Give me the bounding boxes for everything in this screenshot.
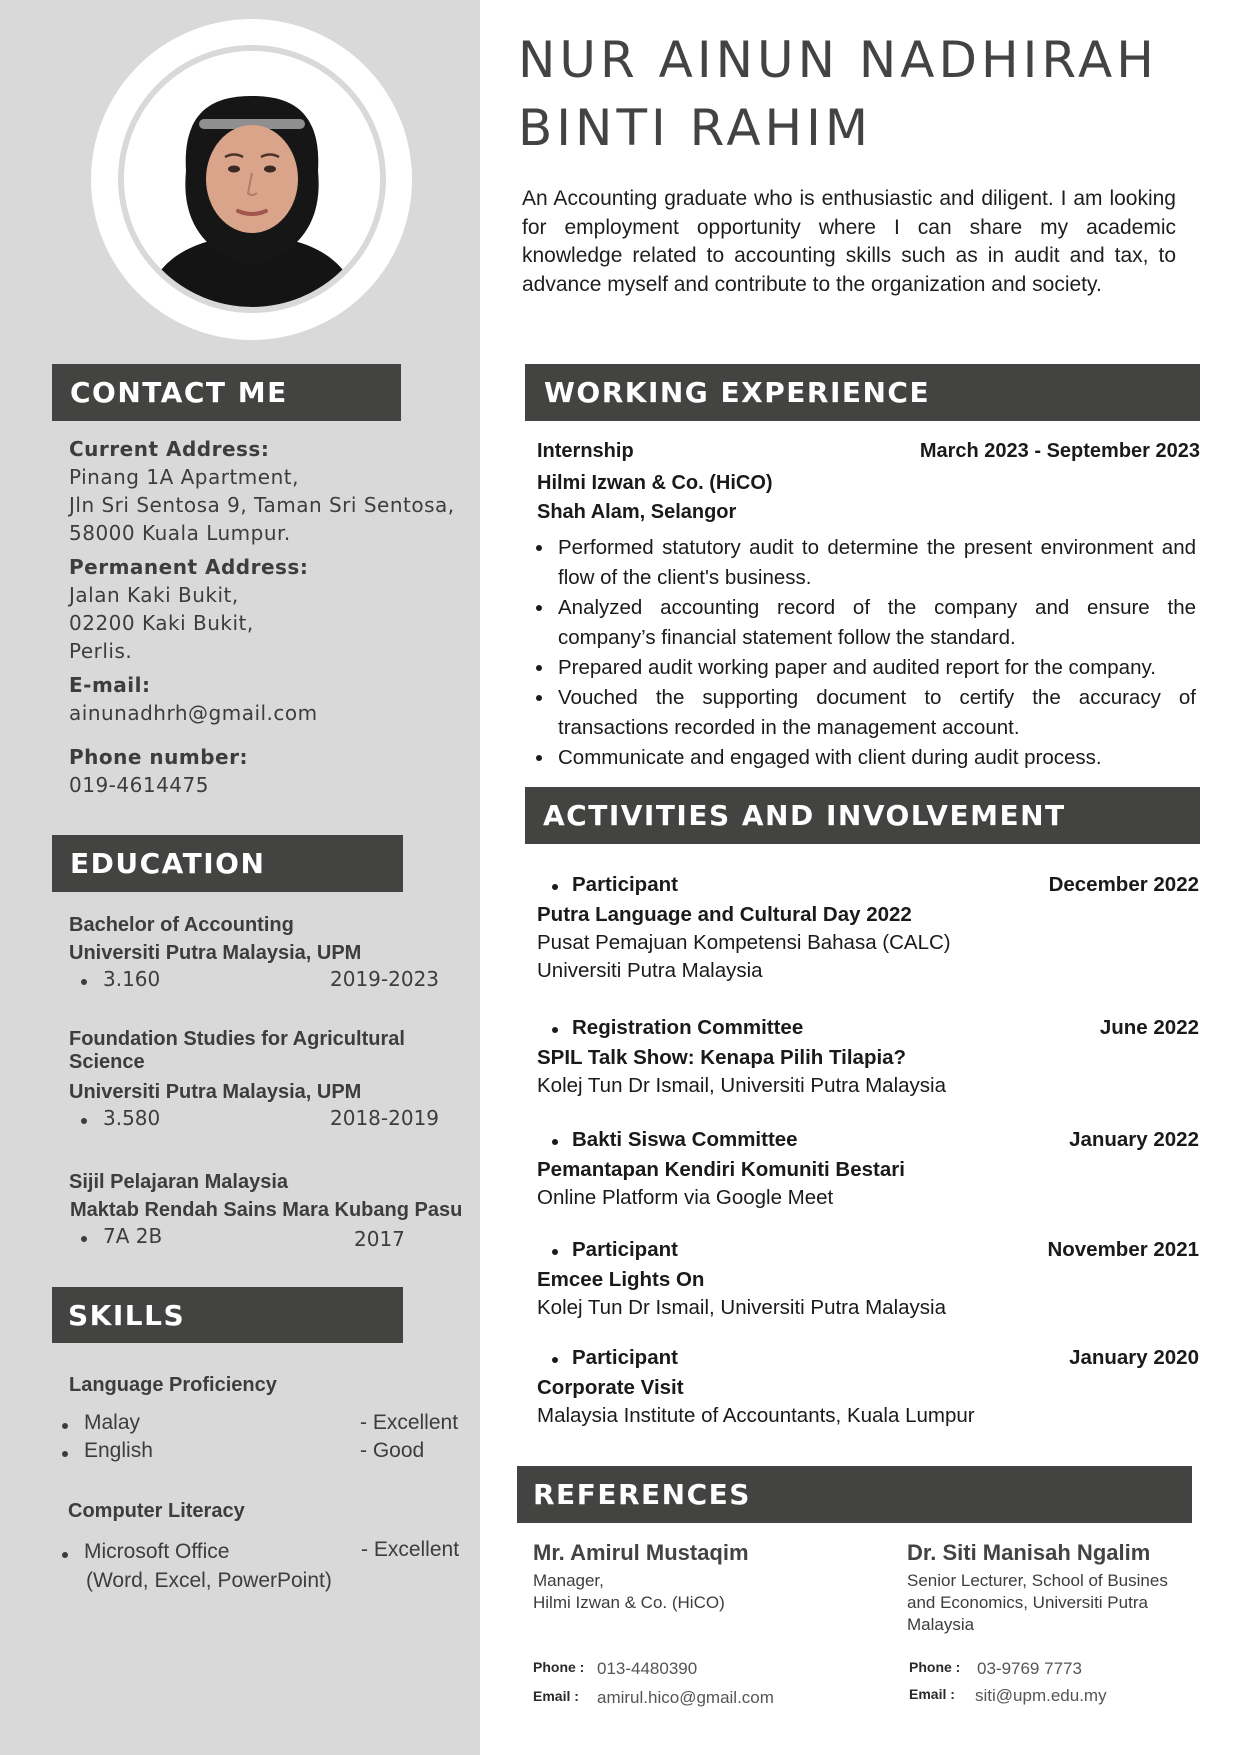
activities-heading bbox=[525, 787, 1200, 844]
person-portrait-icon bbox=[124, 51, 380, 307]
activity-event: SPIL Talk Show: Kenapa Pilih Tilapia? bbox=[537, 1046, 907, 1069]
reference-email bbox=[909, 1686, 1199, 1710]
reference-position-line: and Economics, Universiti Putra bbox=[907, 1593, 1148, 1612]
reference-position-line: Malaysia bbox=[907, 1615, 975, 1634]
education-years: 2019-2023 bbox=[330, 967, 440, 991]
reference-name: Mr. Amirul Mustaqim bbox=[533, 1540, 749, 1565]
education-school: Maktab Rendah Sains Mara Kubang Pasu bbox=[70, 1199, 463, 1221]
activity-date: November 2021 bbox=[1047, 1238, 1199, 1261]
email-label: Email : bbox=[909, 1686, 955, 1702]
phone-label: Phone : bbox=[909, 1659, 961, 1675]
experience-heading bbox=[525, 364, 1200, 421]
permanent-address-line-2: 02200 Kaki Bukit, bbox=[69, 611, 254, 635]
bullet-icon bbox=[81, 1118, 87, 1124]
activity-place: Malaysia Institute of Accountants, Kuala Lumpur bbox=[537, 1404, 975, 1427]
computer-literacy-title: Computer Literacy bbox=[68, 1500, 245, 1522]
email-value[interactable]: ainunadhrh@gmail.com bbox=[69, 701, 318, 725]
reference-name: Dr. Siti Manisah Ngalim bbox=[907, 1540, 1151, 1565]
reference-position-line: Hilmi Izwan & Co. (HiCO) bbox=[533, 1593, 725, 1612]
experience-company: Hilmi Izwan & Co. (HiCO) bbox=[537, 472, 773, 494]
activity-place: Kolej Tun Dr Ismail, Universiti Putra Malaysia bbox=[537, 1296, 946, 1319]
activity-date: January 2020 bbox=[1069, 1346, 1199, 1369]
education-heading-text: EDUCATION bbox=[70, 847, 266, 880]
phone-value: 019-4614475 bbox=[69, 773, 209, 797]
current-address-label: Current Address: bbox=[69, 437, 270, 461]
activity-role: Participant bbox=[572, 1346, 678, 1369]
education-school: Universiti Putra Malaysia, UPM bbox=[69, 942, 362, 964]
activity-item bbox=[537, 873, 1199, 985]
skills-heading-text: SKILLS bbox=[68, 1298, 186, 1332]
page-title bbox=[518, 26, 1158, 162]
reference-card bbox=[907, 1540, 1197, 1636]
activity-place: Online Platform via Google Meet bbox=[537, 1186, 834, 1209]
profile-photo bbox=[118, 45, 386, 313]
experience-duties bbox=[558, 533, 1196, 773]
activity-place: Universiti Putra Malaysia bbox=[537, 959, 763, 982]
list-item: Analyzed accounting record of the company and ensure the company’s financial statement follow the standard. bbox=[558, 593, 1196, 653]
activity-item bbox=[537, 1346, 1199, 1430]
experience-dates: March 2023 - September 2023 bbox=[919, 440, 1200, 462]
permanent-address-line-3: Perlis. bbox=[69, 639, 133, 663]
bullet-icon bbox=[552, 1139, 558, 1145]
skill-name: Microsoft Office bbox=[84, 1540, 230, 1563]
list-item: Performed statutory audit to determine the present environment and flow of the client's business. bbox=[558, 533, 1196, 593]
education-grade-row bbox=[69, 1106, 469, 1136]
phone-value: 03-9769 7773 bbox=[977, 1659, 1082, 1678]
bullet-icon bbox=[62, 1423, 68, 1429]
experience-heading-text: WORKING EXPERIENCE bbox=[544, 376, 931, 409]
bullet-icon bbox=[62, 1451, 68, 1457]
activities-heading-text: ACTIVITIES AND INVOLVEMENT bbox=[543, 799, 1066, 832]
reference-email bbox=[533, 1688, 833, 1712]
education-years: 2018-2019 bbox=[330, 1106, 440, 1130]
current-address-line-1: Pinang 1A Apartment, bbox=[69, 465, 299, 489]
activity-event: Emcee Lights On bbox=[537, 1268, 705, 1291]
name-line-1: NUR AINUN NADHIRAH bbox=[518, 31, 1158, 89]
email-value[interactable]: siti@upm.edu.my bbox=[975, 1686, 1107, 1705]
skill-name: English bbox=[84, 1439, 153, 1462]
activity-place: Pusat Pemajuan Kompetensi Bahasa (CALC) bbox=[537, 931, 951, 954]
name-line-2: BINTI RAHIM bbox=[518, 99, 873, 157]
reference-card bbox=[533, 1540, 873, 1614]
phone-label: Phone : bbox=[533, 1659, 585, 1675]
skill-level: - Good bbox=[360, 1439, 425, 1462]
skill-level: - Excellent bbox=[360, 1411, 459, 1434]
bullet-icon bbox=[81, 979, 87, 985]
reference-position-line: Manager, bbox=[533, 1571, 604, 1590]
activity-item bbox=[537, 1128, 1199, 1212]
activity-item bbox=[537, 1238, 1199, 1322]
skill-level: - Excellent bbox=[361, 1538, 460, 1561]
list-item: Vouched the supporting document to certify the accuracy of transactions recorded in the management account. bbox=[558, 683, 1196, 743]
activity-role: Bakti Siswa Committee bbox=[572, 1128, 798, 1151]
education-item bbox=[69, 1168, 469, 1254]
references-heading bbox=[517, 1466, 1192, 1523]
language-proficiency-title: Language Proficiency bbox=[69, 1374, 277, 1396]
education-grade-row bbox=[69, 967, 469, 997]
bullet-icon bbox=[552, 1357, 558, 1363]
activity-role: Participant bbox=[572, 1238, 678, 1261]
activity-date: December 2022 bbox=[1048, 873, 1199, 896]
email-value[interactable]: amirul.hico@gmail.com bbox=[597, 1688, 774, 1707]
activity-role: Registration Committee bbox=[572, 1016, 804, 1039]
education-title: Sijil Pelajaran Malaysia bbox=[69, 1171, 289, 1193]
education-school: Universiti Putra Malaysia, UPM bbox=[69, 1081, 362, 1103]
education-grade: 3.580 bbox=[103, 1106, 161, 1130]
activity-item bbox=[537, 1016, 1199, 1100]
permanent-address-line-1: Jalan Kaki Bukit, bbox=[69, 583, 239, 607]
skill-row-english bbox=[58, 1439, 468, 1467]
bullet-icon bbox=[552, 1249, 558, 1255]
education-grade: 3.160 bbox=[103, 967, 161, 991]
skills-heading bbox=[52, 1287, 403, 1343]
bullet-icon bbox=[81, 1236, 87, 1242]
activity-role: Participant bbox=[572, 873, 678, 896]
skill-name: Malay bbox=[84, 1411, 141, 1434]
email-label: Email : bbox=[533, 1688, 579, 1704]
phone-value: 013-4480390 bbox=[597, 1659, 698, 1678]
activity-event: Corporate Visit bbox=[537, 1376, 684, 1399]
contact-heading bbox=[52, 364, 401, 421]
education-title: Bachelor of Accounting bbox=[69, 914, 294, 936]
experience-role: Internship bbox=[537, 440, 634, 462]
reference-position-line: Senior Lecturer, School of Busines bbox=[907, 1571, 1168, 1590]
education-title: Foundation Studies for Agricultural Science bbox=[69, 1028, 405, 1073]
bullet-icon bbox=[552, 1027, 558, 1033]
education-item bbox=[69, 911, 469, 997]
activity-date: June 2022 bbox=[1099, 1016, 1199, 1039]
experience-location: Shah Alam, Selangor bbox=[537, 501, 737, 523]
reference-phone bbox=[909, 1659, 1199, 1683]
current-address-line-3: 58000 Kuala Lumpur. bbox=[69, 521, 291, 545]
education-years: 2017 bbox=[354, 1227, 405, 1251]
activity-event: Pemantapan Kendiri Komuniti Bestari bbox=[537, 1158, 905, 1181]
activity-place: Kolej Tun Dr Ismail, Universiti Putra Malaysia bbox=[537, 1074, 946, 1097]
references-heading-text: REFERENCES bbox=[533, 1478, 751, 1511]
skill-row-malay bbox=[58, 1411, 468, 1439]
activity-event: Putra Language and Cultural Day 2022 bbox=[537, 903, 912, 926]
activity-date: January 2022 bbox=[1069, 1128, 1199, 1151]
education-heading bbox=[52, 835, 403, 892]
education-item bbox=[69, 1028, 469, 1136]
skill-sub-description: (Word, Excel, PowerPoint) bbox=[86, 1569, 332, 1592]
list-item: Prepared audit working paper and audited report for the company. bbox=[558, 653, 1196, 683]
education-grade-row bbox=[69, 1224, 469, 1254]
reference-phone bbox=[533, 1659, 833, 1683]
contact-details bbox=[69, 435, 469, 799]
contact-heading-text: CONTACT ME bbox=[70, 376, 288, 409]
phone-label: Phone number: bbox=[69, 745, 248, 769]
email-label: E-mail: bbox=[69, 673, 151, 697]
list-item: Communicate and engaged with client during audit process. bbox=[558, 743, 1196, 773]
current-address-line-2: Jln Sri Sentosa 9, Taman Sri Sentosa, bbox=[69, 493, 455, 517]
skill-row-microsoft-office bbox=[58, 1540, 468, 1568]
education-grade: 7A 2B bbox=[103, 1224, 163, 1248]
bullet-icon bbox=[62, 1552, 68, 1558]
profile-summary: An Accounting graduate who is enthusiastic and diligent. I am looking for employment opportunity where I can share my academic knowledge related to accounting skills such as in audit and tax, to advance myself and contribute to the organization and society. bbox=[522, 187, 1176, 296]
permanent-address-label: Permanent Address: bbox=[69, 555, 309, 579]
bullet-icon bbox=[552, 884, 558, 890]
